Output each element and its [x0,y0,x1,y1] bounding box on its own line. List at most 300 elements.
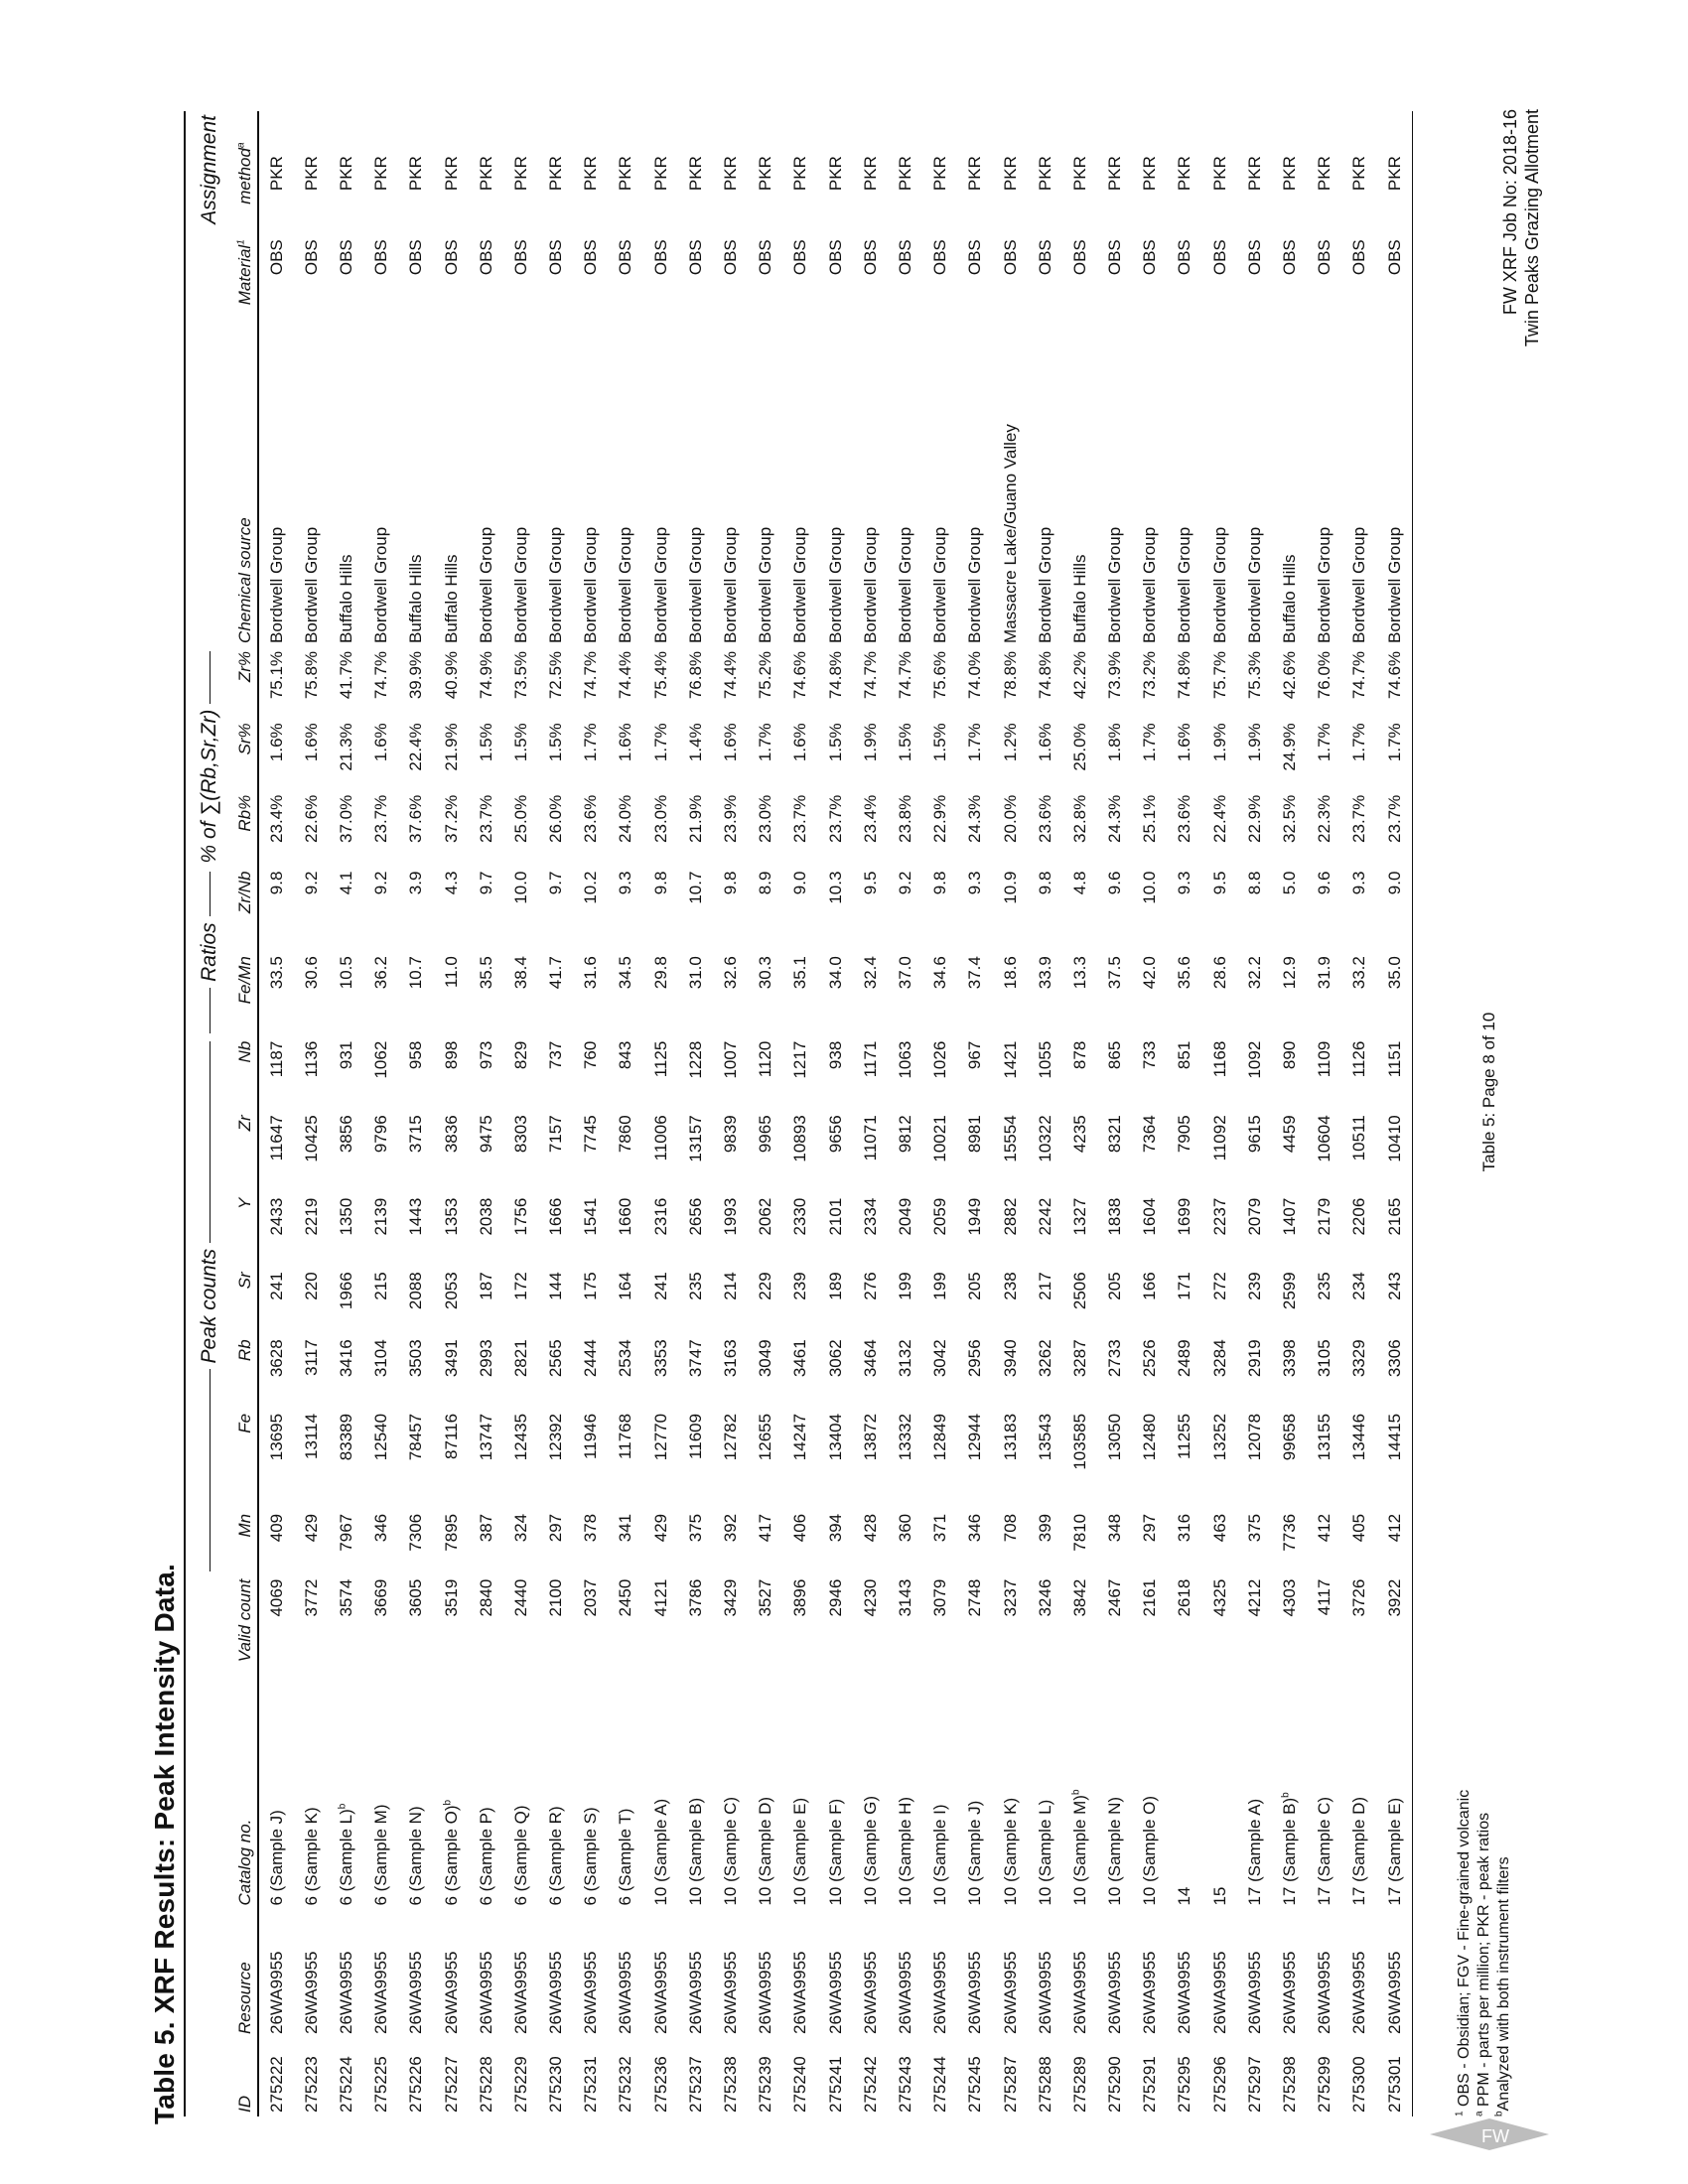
cell-srp: 1.6% [301,723,321,762]
cell-fe: 12392 [546,1413,566,1461]
cell-mn: 316 [1175,1513,1195,1543]
cell-method: PKR [1175,156,1195,192]
cell-mn: 7810 [1069,1513,1089,1552]
cell-mn: 405 [1349,1513,1369,1543]
cell-zrnb: 9.2 [301,871,321,895]
cell-nb: 733 [1140,1040,1160,1070]
cell-material: OBS [1105,239,1125,276]
cell-sr: 2506 [1069,1272,1089,1310]
cell-y: 2237 [1209,1197,1229,1236]
cell-nb: 973 [476,1040,495,1070]
cell-material: OBS [1349,239,1369,276]
cell-source: Bordwell Group [1209,526,1229,643]
col-mn: Mn [223,1510,258,1575]
cell-rb: 3049 [756,1339,775,1378]
cell-fe: 12480 [1140,1413,1160,1461]
cell-source: Bordwell Group [1244,526,1264,643]
cell-rb: 3398 [1280,1339,1300,1378]
cell-id: 275242 [860,2056,880,2113]
cell-id: 275287 [1000,2056,1020,2113]
cell-sr: 229 [756,1272,775,1300]
cell-catalog: 10 (Sample E) [790,1797,810,1906]
cell-id: 275230 [546,2056,566,2113]
cell-zr: 9656 [825,1115,845,1154]
cell-catalog: 10 (Sample G) [860,1795,880,1906]
col-valid-count: Valid count [223,1575,258,1698]
table-body [258,111,1413,2116]
cell-zrp: 72.5% [546,650,566,700]
cell-nb: 1092 [1244,1040,1264,1079]
cell-femn: 11.0 [441,956,461,988]
cell-y: 1350 [336,1197,355,1236]
cell-resource: 26WA9955 [336,1951,355,2034]
cell-nb: 1120 [756,1040,775,1078]
cell-zrp: 76.0% [1315,650,1335,700]
col-nb: Nb [223,1037,258,1112]
col-fe-mn: Fe/Mn [223,952,258,1037]
cell-nb: 898 [441,1040,461,1070]
cell-rbp: 23.7% [1349,794,1369,843]
cell-valid: 3143 [895,1578,914,1617]
table-row [749,111,783,2116]
cell-zr: 4235 [1069,1115,1089,1154]
cell-id: 275297 [1244,2056,1264,2113]
cell-zr: 9839 [721,1115,741,1154]
cell-zrnb: 3.9 [406,871,426,895]
cell-method: PKR [1244,156,1264,192]
cell-srp: 1.6% [790,723,810,762]
cell-zrp: 74.8% [1035,650,1055,700]
cell-zrnb: 9.3 [616,871,635,895]
cell-source: Bordwell Group [825,526,845,643]
cell-y: 1699 [1175,1197,1195,1236]
cell-zrnb: 10.2 [581,871,601,904]
cell-nb: 851 [1175,1040,1195,1070]
cell-y: 2062 [756,1197,775,1236]
cell-catalog: 15 [1209,1886,1229,1906]
cell-zrp: 78.8% [1000,650,1020,700]
cell-zrp: 74.0% [965,650,985,700]
col-id: ID [223,2038,258,2116]
cell-srp: 1.9% [1244,723,1264,762]
cell-zrnb: 9.8 [1035,871,1055,895]
cell-id: 275226 [406,2056,426,2113]
table-row [1062,111,1097,2116]
cell-rbp: 25.1% [1140,794,1160,843]
cell-y: 2334 [860,1197,880,1236]
cell-rb: 2821 [510,1339,530,1378]
cell-id: 275299 [1315,2056,1335,2113]
cell-mn: 708 [1000,1513,1020,1543]
cell-method: PKR [1377,111,1413,235]
col-sr: Sr [223,1268,258,1335]
cell-rbp: 23.6% [581,794,601,843]
table-row [258,111,294,2116]
project-name: Twin Peaks Grazing Allotment [1522,109,1542,347]
cell-valid: 2450 [616,1578,635,1617]
cell-rbp: 22.9% [930,794,950,843]
cell-zrnb: 10.3 [825,871,845,904]
cell-rbp: 23.7% [825,794,845,843]
cell-catalog: 10 (Sample C) [721,1796,741,1906]
cell-femn: 35.5 [476,956,495,990]
cell-srp: 1.6% [1035,723,1055,762]
cell-nb: 958 [406,1040,426,1070]
cell-mn: 324 [510,1513,530,1543]
cell-fe: 12435 [510,1413,530,1461]
cell-zrnb: 9.8 [721,871,741,895]
cell-zr: 8321 [1105,1115,1125,1154]
cell-mn: 412 [1377,1510,1413,1575]
cell-zrp: 74.7% [895,650,914,700]
cell-zrnb: 9.5 [1209,871,1229,895]
cell-valid: 3726 [1349,1578,1369,1617]
cell-y: 1949 [965,1197,985,1236]
cell-source: Bordwell Group [301,526,321,643]
cell-mn: 378 [581,1513,601,1543]
cell-valid: 2748 [965,1578,985,1617]
cell-nb: 1187 [266,1040,286,1078]
cell-rb: 2444 [581,1339,601,1378]
cell-y: 2101 [825,1197,845,1236]
cell-rbp: 23.6% [1175,794,1195,843]
cell-source: Bordwell Group [1349,526,1369,643]
cell-srp: 1.6% [616,723,635,762]
cell-id: 275291 [1140,2056,1160,2113]
cell-zr: 11071 [860,1115,880,1161]
cell-rbp: 25.0% [510,794,530,843]
cell-zrnb: 9.8 [930,871,950,895]
cell-method: PKR [1035,156,1055,192]
cell-source: Buffalo Hills [441,554,461,643]
cell-sr: 205 [965,1272,985,1300]
cell-material: OBS [825,239,845,276]
cell-femn: 18.6 [1000,956,1020,990]
cell-material: OBS [965,239,985,276]
cell-femn: 34.0 [825,956,845,990]
cell-valid: 3429 [721,1578,741,1617]
cell-femn: 35.0 [1377,952,1413,1037]
cell-y: 2316 [650,1197,670,1236]
cell-nb: 890 [1280,1040,1300,1070]
cell-srp: 21.3% [336,723,355,771]
cell-fe: 14415 [1377,1410,1413,1510]
cell-srp: 1.5% [895,723,914,762]
cell-nb: 878 [1069,1040,1089,1070]
cell-y: 1407 [1280,1197,1300,1236]
table-row [958,111,993,2116]
cell-zrp: 75.7% [1209,650,1229,700]
cell-rb: 3262 [1035,1339,1055,1378]
cell-mn: 346 [965,1513,985,1543]
cell-nb: 829 [510,1040,530,1070]
cell-srp: 1.8% [1105,723,1125,762]
cell-zrp: 74.7% [371,650,391,700]
cell-srp: 1.7% [965,723,985,762]
cell-zr: 10322 [1035,1115,1055,1162]
cell-catalog: 6 (Sample T) [616,1808,635,1906]
cell-mn: 428 [860,1513,880,1543]
cell-valid: 2037 [581,1578,601,1617]
cell-resource: 26WA9955 [1244,1951,1264,2034]
cell-rbp: 21.9% [685,794,705,843]
cell-mn: 7736 [1280,1513,1300,1552]
cell-catalog: 6 (Sample P) [476,1807,495,1906]
cell-zrnb: 8.9 [756,871,775,895]
cell-mn: 387 [476,1513,495,1543]
cell-femn: 28.6 [1209,956,1229,990]
cell-catalog: 10 (Sample B) [685,1797,705,1906]
cell-fe: 12540 [371,1413,391,1461]
cell-method: PKR [1315,156,1335,192]
cell-source: Bordwell Group [616,526,635,643]
footnote: $^b$Analyzed with both instrument filters [1493,1856,1512,2116]
table-row [1133,111,1168,2116]
cell-rbp: 37.2% [441,794,461,843]
cell-rbp: 22.9% [1244,794,1264,843]
cell-sr: 205 [1105,1272,1125,1300]
cell-source: Bordwell Group [685,526,705,643]
col-sr-pct: Sr% [223,719,258,790]
cell-zr: 10425 [301,1115,321,1162]
cell-y: 2206 [1349,1197,1369,1236]
cell-valid: 3574 [336,1578,355,1617]
cell-catalog: 6 (Sample R) [546,1806,566,1906]
cell-id: 275295 [1175,2056,1195,2113]
cell-sr: 239 [1244,1272,1264,1300]
cell-fe: 11768 [616,1413,635,1459]
cell-fe: 13050 [1105,1413,1125,1461]
cell-nb: 1026 [930,1040,950,1079]
cell-method: PKR [1349,156,1369,192]
cell-nb: 931 [336,1040,355,1070]
cell-nb: 1151 [1377,1037,1413,1112]
cell-srp: 22.4% [406,723,426,771]
cell-zrp: 75.6% [930,650,950,700]
cell-zrp: 73.5% [510,650,530,700]
cell-rb: 2534 [616,1339,635,1378]
cell-valid: 2100 [546,1578,566,1617]
cell-rbp: 23.0% [756,794,775,843]
cell-nb: 737 [546,1040,566,1070]
cell-rb: 3464 [860,1339,880,1378]
cell-mn: 360 [895,1513,914,1543]
cell-zr: 8981 [965,1115,985,1154]
cell-sr: 2088 [406,1272,426,1310]
cell-rb: 3163 [721,1339,741,1378]
cell-rb: 3117 [301,1339,321,1376]
cell-catalog: 6 (Sample M) [371,1804,391,1906]
cell-fe: 13183 [1000,1413,1020,1461]
cell-catalog: 6 (Sample J) [266,1810,286,1906]
cell-y: 1660 [616,1197,635,1236]
cell-method: PKR [336,156,355,192]
cell-y: 1756 [510,1197,530,1236]
cell-resource: 26WA9955 [756,1951,775,2034]
cell-zrnb: 9.2 [895,871,914,895]
cell-srp: 1.5% [476,723,495,762]
cell-valid: 4212 [1244,1578,1264,1617]
cell-mn: 7895 [441,1513,461,1552]
table-row [713,111,748,2116]
cell-valid: 3772 [301,1578,321,1617]
table-row [678,111,713,2116]
cell-method: PKR [1069,156,1089,192]
cell-source: Bordwell Group [476,526,495,643]
table-row [329,111,363,2116]
cell-rb: 3353 [650,1339,670,1378]
cell-zr: 7364 [1140,1115,1160,1154]
cell-valid: 3237 [1000,1578,1020,1617]
cell-resource: 26WA9955 [581,1951,601,2034]
cell-fe: 12782 [721,1413,741,1461]
cell-catalog: 10 (Sample H) [895,1796,914,1906]
table-row [364,111,399,2116]
cell-fe: 13332 [895,1413,914,1461]
table-row [1237,111,1272,2116]
cell-fe: 13114 [301,1413,321,1459]
cell-nb: 1126 [1349,1040,1369,1078]
cell-material: OBS [476,239,495,276]
cell-resource: 26WA9955 [510,1951,530,2034]
cell-nb: 1136 [301,1040,321,1078]
cell-resource: 26WA9955 [1377,1910,1413,2038]
cell-material: OBS [721,239,741,276]
col-method: method$^a$ [223,111,258,235]
cell-source: Bordwell Group [756,526,775,643]
cell-sr: 241 [266,1272,286,1300]
cell-zrnb: 10.7 [685,871,705,904]
cell-fe: 13543 [1035,1413,1055,1461]
cell-zr: 7905 [1175,1115,1195,1154]
cell-catalog: 10 (Sample O) [1140,1795,1160,1906]
cell-resource: 26WA9955 [825,1951,845,2034]
cell-zrp: 75.8% [301,650,321,700]
cell-material: OBS [650,239,670,276]
cell-zrnb: 9.2 [371,871,391,895]
cell-rb: 2993 [476,1339,495,1378]
cell-method: PKR [685,156,705,192]
cell-nb: 865 [1105,1040,1125,1070]
cell-sr: 235 [1315,1272,1335,1300]
cell-fe: 12944 [965,1413,985,1461]
cell-catalog: 6 (Sample Q) [510,1805,530,1906]
col-rb: Rb [223,1335,258,1410]
cell-zrp: 74.7% [860,650,880,700]
cell-material: OBS [546,239,566,276]
cell-srp: 21.9% [441,723,461,771]
cell-valid: 3605 [406,1578,426,1617]
cell-material: OBS [441,239,461,276]
cell-zrnb: 9.0 [790,871,810,895]
cell-zrp: 41.7% [336,650,355,700]
cell-zr: 9796 [371,1115,391,1154]
cell-y: 1443 [406,1197,426,1236]
col-zr-pct: Zr% [223,647,258,719]
cell-material: OBS [371,239,391,276]
footnote: $^a$ PPM - parts per million; PKR - peak ratios [1474,1812,1492,2116]
cell-srp: 1.6% [371,723,391,762]
cell-rbp: 23.7% [1377,791,1413,868]
cell-resource: 26WA9955 [266,1951,286,2034]
cell-zrp: 74.9% [476,650,495,700]
cell-catalog: 6 (Sample L)$^b$ [336,1803,355,1906]
cell-zrp: 75.3% [1244,650,1264,700]
cell-mn: 375 [685,1513,705,1543]
cell-nb: 1055 [1035,1040,1055,1079]
cell-mn: 7967 [336,1513,355,1552]
cell-srp: 1.7% [581,723,601,762]
cell-id: 275301 [1377,2038,1413,2116]
cell-y: 2079 [1244,1197,1264,1236]
cell-zr: 11006 [650,1115,670,1161]
cell-y: 2165 [1377,1194,1413,1269]
cell-id: 275300 [1349,2056,1369,2113]
cell-id: 275239 [756,2056,775,2113]
cell-rbp: 23.4% [266,794,286,843]
cell-sr: 214 [721,1272,741,1300]
cell-method: PKR [581,156,601,192]
cell-zr: 15554 [1000,1115,1020,1162]
cell-source: Buffalo Hills [336,554,355,643]
cell-zr: 10604 [1315,1115,1335,1162]
cell-zr: 3856 [336,1115,355,1154]
cell-sr: 217 [1035,1272,1055,1300]
cell-id: 275231 [581,2056,601,2113]
cell-femn: 41.7 [546,956,566,990]
cell-zr: 11647 [266,1115,286,1161]
cell-zr: 9615 [1244,1115,1264,1154]
cell-rbp: 23.0% [650,794,670,843]
cell-material: OBS [266,239,286,276]
cell-material: OBS [930,239,950,276]
cell-method: PKR [1105,156,1125,192]
cell-source: Bordwell Group [1377,351,1413,647]
col-fe: Fe [223,1410,258,1510]
cell-rb: 2956 [965,1339,985,1378]
cell-source: Bordwell Group [721,526,741,643]
cell-rb: 2565 [546,1339,566,1378]
cell-nb: 843 [616,1040,635,1070]
cell-material: OBS [895,239,914,276]
cell-material: OBS [685,239,705,276]
cell-source: Bordwell Group [510,526,530,643]
cell-zrnb: 4.1 [336,871,355,895]
cell-material: OBS [406,239,426,276]
cell-catalog: 14 [1175,1886,1195,1906]
cell-y: 2242 [1035,1197,1055,1236]
cell-zrnb: 10.9 [1000,871,1020,904]
cell-femn: 31.9 [1315,956,1335,990]
cell-catalog: 10 (Sample A) [650,1798,670,1906]
cell-mn: 348 [1105,1513,1125,1543]
cell-source: Bordwell Group [650,526,670,643]
cell-resource: 26WA9955 [895,1951,914,2034]
cell-material: OBS [860,239,880,276]
cell-sr: 144 [546,1272,566,1300]
cell-material: OBS [1035,239,1055,276]
job-info [1499,109,1543,346]
cell-femn: 32.2 [1244,956,1264,990]
cell-rb: 3503 [406,1339,426,1378]
cell-zr: 10410 [1377,1111,1413,1193]
col-resource: Resource [223,1910,258,2038]
cell-fe: 13446 [1349,1413,1369,1461]
cell-zrnb: 4.8 [1069,871,1089,895]
cell-source: Bordwell Group [930,526,950,643]
cell-zrnb: 9.3 [1349,871,1369,895]
cell-sr: 241 [650,1272,670,1300]
